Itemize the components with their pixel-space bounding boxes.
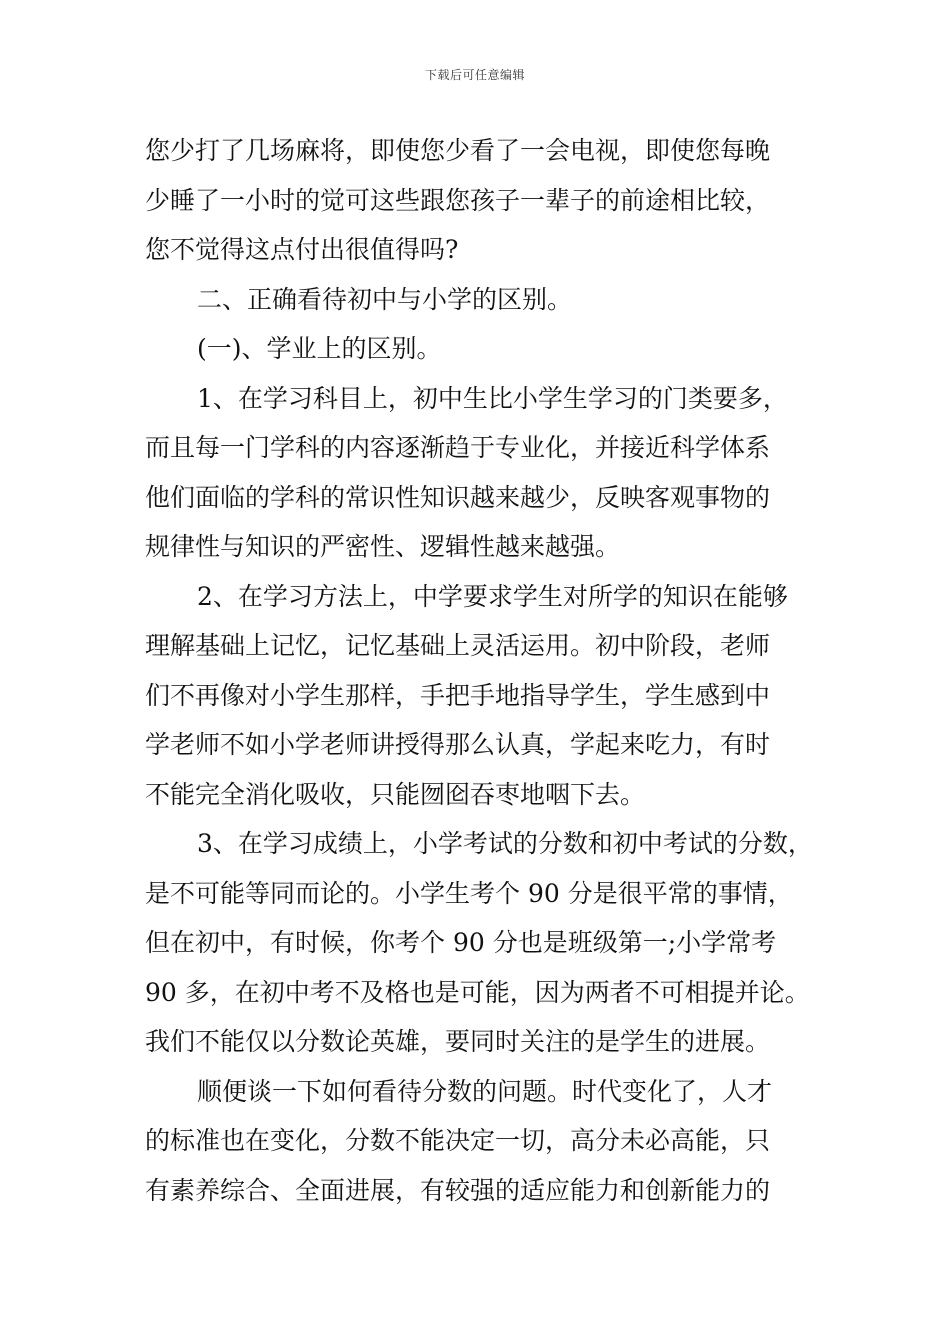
text-line: 您少打了几场麻将，即使您少看了一会电视，即使您每晚 <box>145 136 771 165</box>
text-line: 2、在学习方法上，中学要求学生对所学的知识在能够 <box>197 581 788 611</box>
text-line: 他们面临的学科的常识性知识越来越少，反映客观事物的 <box>145 482 771 512</box>
text-line: 学老师不如小学老师讲授得那么认真，学起来吃力，有时 <box>145 730 771 759</box>
text-line: 90 多，在初中考不及格也是可能，因为两者不可相提并论。 <box>145 977 810 1007</box>
subsection-heading: (一)、学业上的区别。 <box>197 334 442 363</box>
section-heading: 二、正确看待初中与小学的区别。 <box>197 284 573 314</box>
text-line: 3、在学习成绩上，小学考试的分数和初中考试的分数， <box>197 829 813 858</box>
text-line: 而且每一门学科的内容逐渐趋于专业化，并接近科学体系 <box>145 433 771 462</box>
text-line: 理解基础上记忆，记忆基础上灵活运用。初中阶段，老师 <box>145 631 771 660</box>
text-line: 顺便谈一下如何看待分数的问题。时代变化了，人才 <box>197 1076 773 1106</box>
text-line: 我们不能仅以分数论英雄，要同时关注的是学生的进展。 <box>145 1027 771 1056</box>
text-line: 的标准也在变化，分数不能决定一切，高分未必高能，只 <box>145 1126 771 1155</box>
page-header: 下载后可任意编辑 <box>424 68 525 82</box>
text-line: 是不可能等同而论的。小学生考个 90 分是很平常的事情， <box>145 878 793 908</box>
text-line: 少睡了一小时的觉可这些跟您孩子一辈子的前途相比较， <box>145 185 771 215</box>
text-line: 但在初中，有时候，你考个 90 分也是班级第一;小学常考 <box>145 928 777 957</box>
text-line: 您不觉得这点付出很值得吗? <box>145 235 459 264</box>
text-line: 规律性与知识的严密性、逻辑性越来越强。 <box>145 532 621 561</box>
text-line: 1、在学习科目上，初中生比小学生学习的门类要多， <box>197 383 788 413</box>
text-line: 有素养综合、全面进展，有较强的适应能力和创新能力的 <box>145 1175 771 1205</box>
text-line: 不能完全消化吸收，只能囫囵吞枣地咽下去。 <box>145 779 646 809</box>
document-body <box>145 126 825 1215</box>
text-line: 们不再像对小学生那样，手把手地指导学生，学生感到中 <box>145 680 771 710</box>
